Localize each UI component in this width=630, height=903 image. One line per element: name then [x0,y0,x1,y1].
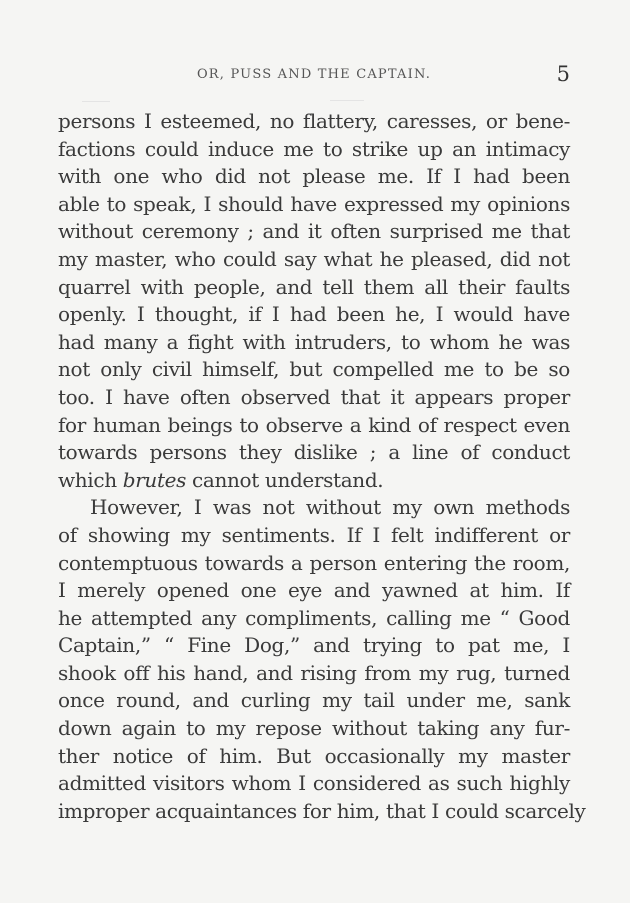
text-line: improper acquaintances for him, that I could scarcely [58,798,586,823]
running-head [58,64,570,86]
text-line: Captain,” “ Fine Dog,” and trying to pat me, I [58,633,570,658]
page-number: 5 [556,62,570,86]
text-line: contemptuous towards a person entering the room, [58,550,570,575]
text-fragment: which [58,467,117,492]
text-line: towards persons they dislike ; a line of conduct [58,440,570,465]
text-line: admitted visitors whom I considered as such highly [58,771,570,796]
text-line: down again to my repose without taking any fur- [58,716,570,741]
paper-speck [82,101,110,102]
text-line: able to speak, I should have expressed my opinions [58,191,570,216]
text-line: persons I esteemed, no flattery, caresses, or bene- [58,109,570,133]
text-line: without ceremony ; and it often surprised me that [58,219,570,244]
italic-word: brutes [122,467,187,492]
body-text [58,108,586,825]
text-line: had many a fight with intruders, to whom he was [58,329,570,354]
text-line: ther notice of him. But occasionally my master [58,743,570,768]
text-line: for human beings to observe a kind of respect even [58,412,570,437]
paper-speck [330,100,364,101]
running-title: OR, PUSS AND THE CAPTAIN. [196,67,432,82]
text-line: shook off his hand, and rising from my rug, turned [58,660,570,685]
text-line [58,467,570,495]
text-line: my master, who could say what he pleased, did not [58,246,570,271]
paragraph-start-line: However, I was not without my own methods [90,495,570,520]
text-line: factions could induce me to strike up an intimacy [58,136,570,161]
text-line: of showing my sentiments. If I felt indifferent or [58,522,570,547]
text-line: too. I have often observed that it appears proper [58,384,570,409]
text-line: not only civil himself, but compelled me to be so [58,357,570,382]
text-line: quarrel with people, and tell them all their faults [58,274,570,299]
text-line: with one who did not please me. If I had been [58,164,570,189]
text-line: I merely opened one eye and yawned at him. If [58,578,570,603]
text-fragment: cannot understand. [192,467,384,492]
text-line: once round, and curling my tail under me, sank [58,688,570,713]
text-line: openly. I thought, if I had been he, I would have [58,302,570,327]
text-line: he attempted any compliments, calling me “ Good [58,605,570,630]
